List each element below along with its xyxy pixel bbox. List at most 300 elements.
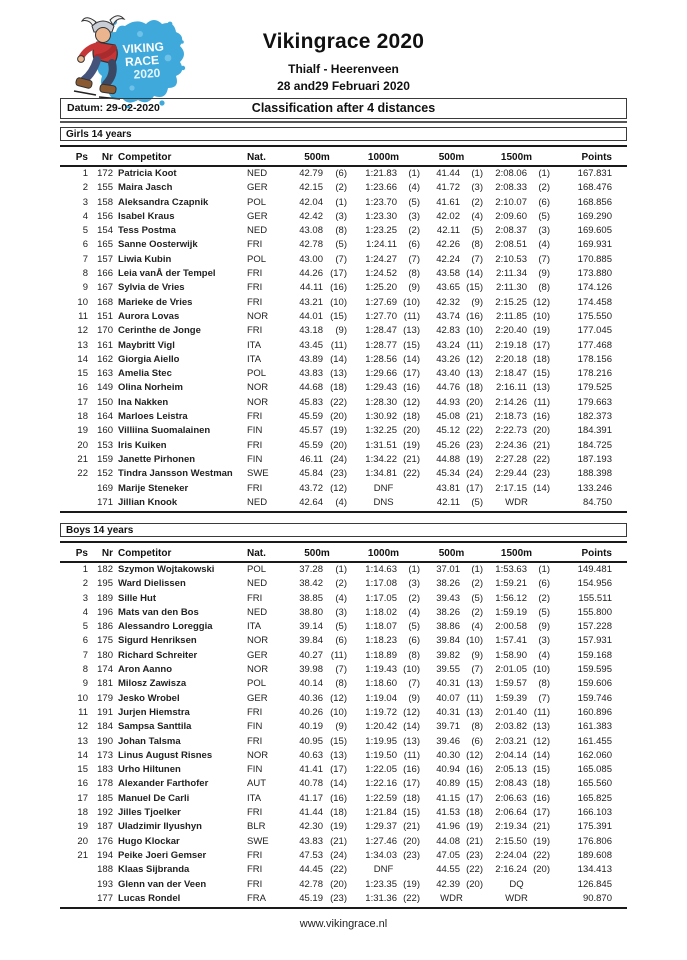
nat-cell: NOR xyxy=(247,310,269,322)
table-row xyxy=(60,677,627,691)
nat-cell: ITA xyxy=(247,621,262,633)
nr-cell: 195 xyxy=(97,578,113,590)
table-row xyxy=(60,224,627,238)
ps-cell: 16 xyxy=(77,778,88,790)
time-cell: 39.14 xyxy=(299,621,323,633)
time-cell: 2:20.18 xyxy=(495,353,527,365)
rank-cell: (18) xyxy=(466,807,483,819)
time-cell: 38.26 xyxy=(436,578,460,590)
points-cell: 157.228 xyxy=(577,621,612,633)
competitor-cell: Hugo Klockar xyxy=(118,835,180,847)
ps-cell: 19 xyxy=(77,821,88,833)
ps-cell: 12 xyxy=(77,325,88,337)
rank-cell: (16) xyxy=(466,764,483,776)
competitor-cell: Amelia Stec xyxy=(118,368,172,380)
points-cell: 126.845 xyxy=(577,878,612,890)
header-ps: Ps xyxy=(75,152,88,163)
rank-cell: (22) xyxy=(330,396,347,408)
rank-cell: (6) xyxy=(408,239,420,251)
competitor-cell: Giorgia Aiello xyxy=(118,353,180,365)
time-cell: 1:31.51 xyxy=(365,439,397,451)
rank-cell: (23) xyxy=(466,439,483,451)
time-cell: 1:29.66 xyxy=(365,368,397,380)
time-cell: 1:28.30 xyxy=(365,396,397,408)
logo-line-race: RACE xyxy=(124,52,160,70)
time-cell: 40.07 xyxy=(436,692,460,704)
time-cell: 1:59.21 xyxy=(495,578,527,590)
rank-cell: (16) xyxy=(533,411,550,423)
points-cell: 178.156 xyxy=(577,353,612,365)
rank-cell: (21) xyxy=(330,835,347,847)
time-cell: 1:18.07 xyxy=(365,621,397,633)
time-cell: 2:05.13 xyxy=(495,764,527,776)
time-cell: 41.44 xyxy=(299,807,323,819)
time-cell: 44.01 xyxy=(299,310,323,322)
competitor-cell: Maira Jasch xyxy=(118,182,173,194)
table-row xyxy=(60,396,627,410)
rank-cell: (22) xyxy=(403,892,420,904)
header-points: Points xyxy=(581,152,612,163)
status-cell: DNF xyxy=(373,864,394,876)
competitor-cell: Richard Schreiter xyxy=(118,649,198,661)
rank-cell: (2) xyxy=(471,578,483,590)
competitor-cell: Iris Kuiken xyxy=(118,439,167,451)
table-row xyxy=(60,496,627,510)
table-row xyxy=(60,792,627,806)
ps-cell: 9 xyxy=(82,678,88,690)
time-cell: 47.53 xyxy=(299,849,323,861)
rank-cell: (10) xyxy=(403,296,420,308)
time-cell: 41.17 xyxy=(299,792,323,804)
rank-cell: (10) xyxy=(466,635,483,647)
status-cell: WDR xyxy=(505,892,528,904)
time-cell: 2:08.43 xyxy=(495,778,527,790)
rank-cell: (2) xyxy=(335,182,347,194)
rank-cell: (4) xyxy=(335,592,347,604)
time-cell: 42.24 xyxy=(436,253,460,265)
nat-cell: FRI xyxy=(247,482,263,494)
header-distance-2: 1000m xyxy=(367,152,400,163)
time-cell: 1:19.72 xyxy=(365,706,397,718)
points-cell: 187.193 xyxy=(577,453,612,465)
rank-cell: (8) xyxy=(538,282,550,294)
time-cell: 2:20.40 xyxy=(495,325,527,337)
nr-cell: 158 xyxy=(97,196,113,208)
nat-cell: FRI xyxy=(247,735,263,747)
competitor-cell: Marloes Leistra xyxy=(118,411,188,423)
nat-cell: GER xyxy=(247,692,268,704)
time-cell: 43.26 xyxy=(436,353,460,365)
competitor-cell: Sigurd Henriksen xyxy=(118,635,197,647)
time-cell: 1:21.84 xyxy=(365,807,397,819)
table-row xyxy=(60,324,627,338)
time-cell: 40.63 xyxy=(299,749,323,761)
table-row xyxy=(60,663,627,677)
time-cell: 40.95 xyxy=(299,735,323,747)
time-cell: 45.12 xyxy=(436,425,460,437)
time-cell: 38.42 xyxy=(299,578,323,590)
time-cell: 1:59.39 xyxy=(495,692,527,704)
nat-cell: FRI xyxy=(247,439,263,451)
rank-cell: (6) xyxy=(538,578,550,590)
rank-cell: (14) xyxy=(533,749,550,761)
rank-cell: (12) xyxy=(330,482,347,494)
points-cell: 178.216 xyxy=(577,368,612,380)
time-cell: 2:22.73 xyxy=(495,425,527,437)
rank-cell: (18) xyxy=(533,778,550,790)
time-cell: 40.19 xyxy=(299,721,323,733)
time-cell: 2:27.28 xyxy=(495,453,527,465)
time-cell: 2:16.24 xyxy=(495,864,527,876)
table-header-row xyxy=(60,152,627,164)
time-cell: 42.83 xyxy=(436,325,460,337)
ps-cell: 6 xyxy=(82,239,88,251)
section-boys-14-years xyxy=(60,523,627,909)
time-cell: 44.08 xyxy=(436,835,460,847)
time-cell: 1:14.63 xyxy=(365,564,397,575)
ps-cell: 14 xyxy=(77,749,88,761)
nat-cell: ITA xyxy=(247,792,262,804)
table-row xyxy=(60,381,627,395)
points-cell: 133.246 xyxy=(577,482,612,494)
points-cell: 166.103 xyxy=(577,807,612,819)
table-row xyxy=(60,424,627,438)
time-cell: 45.59 xyxy=(299,411,323,423)
ps-cell: 11 xyxy=(78,310,88,322)
header-distance-4: 1500m xyxy=(500,548,533,559)
table-row xyxy=(60,467,627,481)
nr-cell: 181 xyxy=(97,678,113,690)
rank-cell: (12) xyxy=(403,706,420,718)
time-cell: 1:24.27 xyxy=(365,253,397,265)
time-cell: 44.11 xyxy=(299,282,323,294)
points-cell: 177.468 xyxy=(577,339,612,351)
points-cell: 165.825 xyxy=(577,792,612,804)
nat-cell: FIN xyxy=(247,425,263,437)
nr-cell: 151 xyxy=(97,310,113,322)
time-cell: 45.26 xyxy=(436,439,460,451)
nr-cell: 169 xyxy=(97,482,113,494)
points-cell: 161.455 xyxy=(577,735,612,747)
table-row xyxy=(60,167,627,181)
rank-cell: (14) xyxy=(330,778,347,790)
ps-cell: 7 xyxy=(82,649,88,661)
rank-cell: (18) xyxy=(330,382,347,394)
time-cell: 39.84 xyxy=(299,635,323,647)
table-header-row xyxy=(60,548,627,560)
time-cell: 1:30.92 xyxy=(365,411,397,423)
points-cell: 184.391 xyxy=(577,425,612,437)
rank-cell: (2) xyxy=(335,578,347,590)
time-cell: 2:03.82 xyxy=(495,721,527,733)
ps-cell: 2 xyxy=(82,578,88,590)
time-cell: 38.26 xyxy=(436,606,460,618)
rank-cell: (19) xyxy=(466,821,483,833)
time-cell: 39.43 xyxy=(436,592,460,604)
time-cell: 45.19 xyxy=(299,892,323,904)
table-row xyxy=(60,749,627,763)
nat-cell: GER xyxy=(247,210,268,222)
time-cell: 44.55 xyxy=(436,864,460,876)
rank-cell: (19) xyxy=(533,325,550,337)
time-cell: 40.78 xyxy=(299,778,323,790)
nat-cell: FRI xyxy=(247,325,263,337)
rank-cell: (14) xyxy=(403,721,420,733)
rank-cell: (20) xyxy=(330,439,347,451)
time-cell: 1:27.46 xyxy=(365,835,397,847)
header-distance-2: 1000m xyxy=(367,548,400,559)
time-cell: 45.83 xyxy=(299,396,323,408)
rank-cell: (3) xyxy=(538,635,550,647)
classification-title: Classification after 4 distances xyxy=(251,101,436,115)
nat-cell: SWE xyxy=(247,835,269,847)
time-cell: 42.15 xyxy=(299,182,323,194)
header-competitor: Competitor xyxy=(118,548,172,559)
rank-cell: (17) xyxy=(403,368,420,380)
ps-cell: 19 xyxy=(77,425,88,437)
nat-cell: POL xyxy=(247,253,267,265)
classification-bar xyxy=(60,98,627,119)
rank-cell: (9) xyxy=(538,621,550,633)
time-cell: 42.02 xyxy=(436,210,460,222)
header-distance-3: 500m xyxy=(438,548,465,559)
table-row xyxy=(60,692,627,706)
rank-cell: (17) xyxy=(533,807,550,819)
ps-cell: 5 xyxy=(82,621,88,633)
time-cell: 1:18.02 xyxy=(365,606,397,618)
nat-cell: FRI xyxy=(247,282,263,294)
time-cell: 1:19.04 xyxy=(365,692,397,704)
ps-cell: 2 xyxy=(82,182,88,194)
points-cell: 179.525 xyxy=(577,382,612,394)
rank-cell: (22) xyxy=(403,468,420,480)
time-cell: 43.18 xyxy=(299,325,323,337)
nr-cell: 159 xyxy=(97,453,113,465)
time-cell: 41.15 xyxy=(436,792,460,804)
time-cell: 1:24.11 xyxy=(366,239,397,251)
time-cell: 43.74 xyxy=(436,310,460,322)
table-row xyxy=(60,181,627,195)
nat-cell: POL xyxy=(247,678,267,690)
rank-cell: (20) xyxy=(466,396,483,408)
nat-cell: FRI xyxy=(247,706,263,718)
rank-cell: (1) xyxy=(471,168,483,179)
points-cell: 175.391 xyxy=(577,821,612,833)
rank-cell: (15) xyxy=(466,778,483,790)
time-cell: 1:23.25 xyxy=(365,225,397,237)
time-cell: 2:19.34 xyxy=(495,821,527,833)
nat-cell: FRI xyxy=(247,268,263,280)
rank-cell: (3) xyxy=(408,210,420,222)
time-cell: 2:15.25 xyxy=(495,296,527,308)
time-cell: 1:53.63 xyxy=(495,564,527,575)
time-cell: 2:11.85 xyxy=(496,310,527,322)
rank-cell: (20) xyxy=(533,425,550,437)
points-cell: 179.663 xyxy=(577,396,612,408)
time-cell: 45.08 xyxy=(436,411,460,423)
time-cell: 2:18.73 xyxy=(495,411,527,423)
nr-cell: 174 xyxy=(97,664,113,676)
header-distance-1: 500m xyxy=(304,548,330,559)
nat-cell: POL xyxy=(247,564,267,575)
points-cell: 161.383 xyxy=(577,721,612,733)
nr-cell: 182 xyxy=(97,564,113,575)
time-cell: 40.31 xyxy=(436,706,460,718)
time-cell: 41.53 xyxy=(436,807,460,819)
section-girls-14-years xyxy=(60,127,627,513)
time-cell: 2:01.05 xyxy=(495,664,527,676)
time-cell: 40.26 xyxy=(299,706,323,718)
rank-cell: (23) xyxy=(403,849,420,861)
time-cell: 43.89 xyxy=(299,353,323,365)
competitor-cell: Aleksandra Czapnik xyxy=(118,196,209,208)
nat-cell: FRI xyxy=(247,849,263,861)
rank-cell: (4) xyxy=(471,621,483,633)
rank-cell: (21) xyxy=(533,439,550,451)
nr-cell: 156 xyxy=(97,210,113,222)
nr-cell: 165 xyxy=(97,239,113,251)
ps-cell: 1 xyxy=(82,564,88,575)
table-row xyxy=(60,892,627,906)
table-row xyxy=(60,820,627,834)
time-cell: 1:18.89 xyxy=(365,649,397,661)
table-row xyxy=(60,577,627,591)
nat-cell: NOR xyxy=(247,664,269,676)
time-cell: 39.71 xyxy=(436,721,460,733)
time-cell: 1:58.90 xyxy=(495,649,527,661)
table-rows xyxy=(60,563,627,906)
section-title: Boys 14 years xyxy=(66,525,134,536)
nat-cell: ITA xyxy=(247,339,262,351)
time-cell: 1:34.81 xyxy=(365,468,397,480)
table-row xyxy=(60,634,627,648)
time-cell: 1:23.66 xyxy=(365,182,397,194)
time-cell: 42.11 xyxy=(436,225,460,237)
rank-cell: (11) xyxy=(466,339,483,351)
rank-cell: (16) xyxy=(330,792,347,804)
ps-cell: 6 xyxy=(82,635,88,647)
section-title-box xyxy=(60,523,627,537)
rank-cell: (9) xyxy=(335,721,347,733)
competitor-cell: Marieke de Vries xyxy=(118,296,193,308)
points-cell: 169.605 xyxy=(577,225,612,237)
rank-cell: (5) xyxy=(408,621,420,633)
competitor-cell: Patricia Koot xyxy=(118,168,177,179)
table-row xyxy=(60,777,627,791)
rank-cell: (5) xyxy=(538,210,550,222)
time-cell: 1:57.41 xyxy=(495,635,527,647)
competitor-cell: Marije Steneker xyxy=(118,482,189,494)
nat-cell: FRI xyxy=(247,411,263,423)
table-rows xyxy=(60,167,627,510)
competitor-cell: Aurora Lovas xyxy=(118,310,180,322)
section-title-box xyxy=(60,127,627,141)
rank-cell: (9) xyxy=(408,692,420,704)
header-nr: Nr xyxy=(101,152,113,163)
rank-cell: (7) xyxy=(408,678,420,690)
points-cell: 154.956 xyxy=(577,578,612,590)
time-cell: 1:21.83 xyxy=(365,168,397,179)
rank-cell: (15) xyxy=(533,368,550,380)
nat-cell: GER xyxy=(247,649,268,661)
competitor-cell: Leia vanÅ der Tempel xyxy=(118,268,216,280)
nr-cell: 190 xyxy=(97,735,113,747)
rank-cell: (8) xyxy=(471,721,483,733)
rank-cell: (21) xyxy=(403,821,420,833)
rank-cell: (2) xyxy=(538,182,550,194)
ps-cell: 1 xyxy=(82,168,88,179)
rank-cell: (11) xyxy=(466,692,483,704)
rank-cell: (21) xyxy=(466,835,483,847)
rank-cell: (19) xyxy=(533,835,550,847)
points-cell: 167.831 xyxy=(577,168,612,179)
table-row xyxy=(60,310,627,324)
rank-cell: (11) xyxy=(403,749,420,761)
ps-cell: 16 xyxy=(77,382,88,394)
rank-cell: (5) xyxy=(335,239,347,251)
nat-cell: NOR xyxy=(247,749,269,761)
page-title: Vikingrace 2020 xyxy=(262,30,425,53)
rank-cell: (18) xyxy=(403,411,420,423)
time-cell: 45.57 xyxy=(299,425,323,437)
rank-cell: (12) xyxy=(403,396,420,408)
competitor-cell: Villiina Suomalainen xyxy=(118,425,211,437)
rank-cell: (20) xyxy=(330,411,347,423)
nr-cell: 184 xyxy=(97,721,113,733)
time-cell: 37.01 xyxy=(436,564,460,575)
time-cell: 2:10.53 xyxy=(495,253,527,265)
time-cell: 43.00 xyxy=(299,253,323,265)
section-bottom-rule xyxy=(60,907,627,909)
points-cell: 159.168 xyxy=(577,649,612,661)
rank-cell: (7) xyxy=(471,664,483,676)
nr-cell: 176 xyxy=(97,835,113,847)
competitor-cell: Isabel Kraus xyxy=(118,210,175,222)
time-cell: 1:29.37 xyxy=(365,821,397,833)
rank-cell: (15) xyxy=(330,735,347,747)
nr-cell: 194 xyxy=(97,849,113,861)
rank-cell: (11) xyxy=(533,396,550,408)
time-cell: 46.11 xyxy=(299,453,323,465)
competitor-cell: Linus August Risnes xyxy=(118,749,213,761)
rank-cell: (14) xyxy=(330,353,347,365)
rank-cell: (20) xyxy=(533,864,550,876)
rank-cell: (13) xyxy=(466,368,483,380)
rank-cell: (19) xyxy=(403,439,420,451)
competitor-cell: Janette Pirhonen xyxy=(118,453,196,465)
rank-cell: (12) xyxy=(466,749,483,761)
rank-cell: (2) xyxy=(471,606,483,618)
time-cell: 2:00.58 xyxy=(495,621,527,633)
competitor-cell: Cerinthe de Jonge xyxy=(118,325,201,337)
competitor-cell: Alessandro Loreggia xyxy=(118,621,213,633)
competitor-cell: Sille Hut xyxy=(118,592,157,604)
nr-cell: 180 xyxy=(97,649,113,661)
nat-cell: NOR xyxy=(247,396,269,408)
rank-cell: (3) xyxy=(471,182,483,194)
time-cell: 1:19.43 xyxy=(365,664,397,676)
time-cell: 2:08.37 xyxy=(495,225,527,237)
table-row xyxy=(60,439,627,453)
points-cell: 165.085 xyxy=(577,764,612,776)
time-cell: 2:10.07 xyxy=(495,196,527,208)
nat-cell: NED xyxy=(247,496,268,508)
ps-cell: 3 xyxy=(82,196,88,208)
table-row xyxy=(60,353,627,367)
rank-cell: (19) xyxy=(403,878,420,890)
competitor-cell: Jurjen Hiemstra xyxy=(118,706,190,718)
rank-cell: (4) xyxy=(471,210,483,222)
